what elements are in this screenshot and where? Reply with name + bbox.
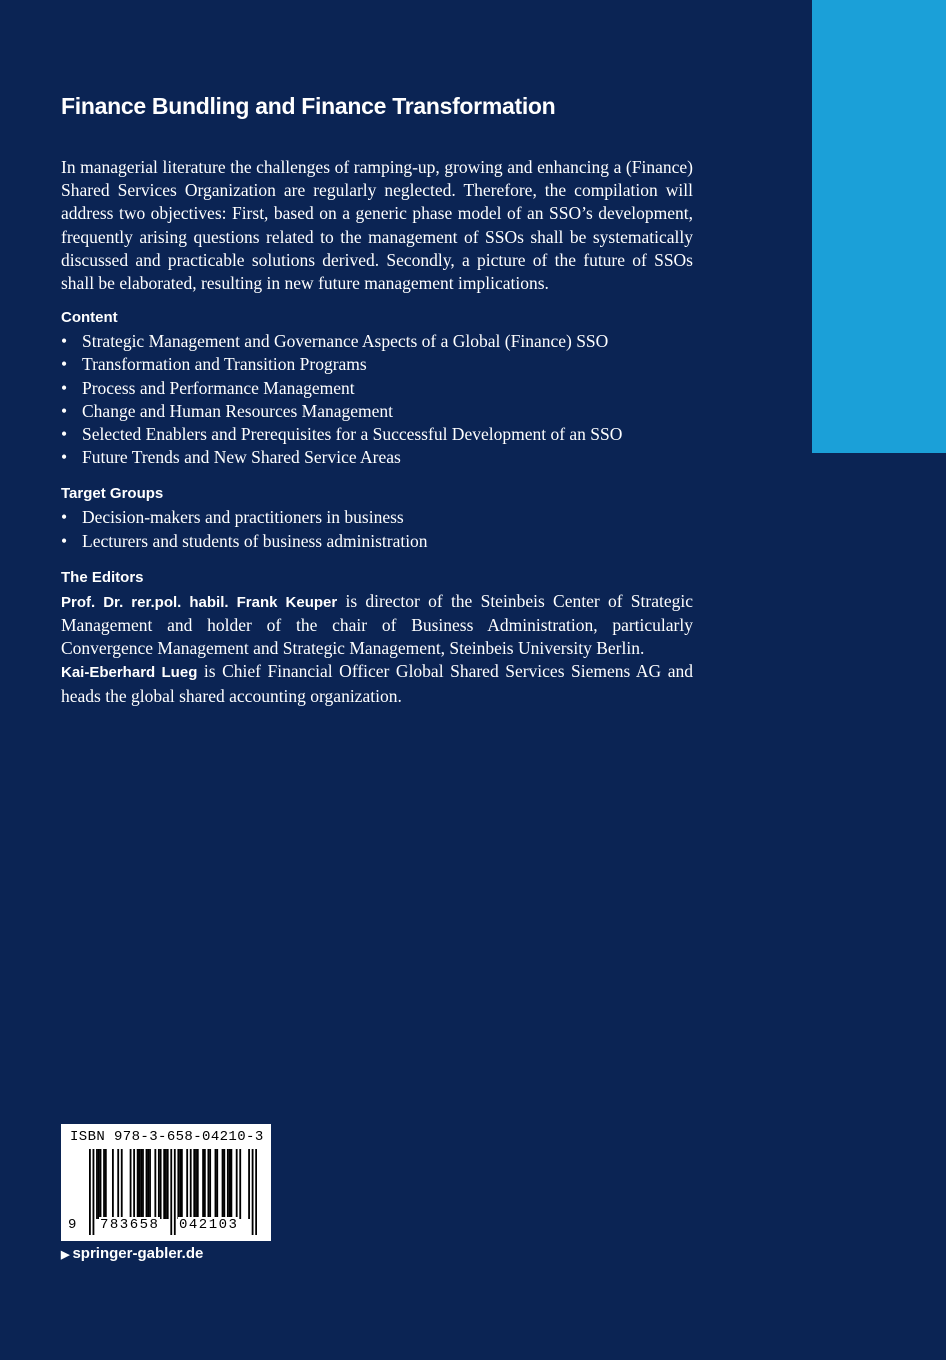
barcode-bar [147,1149,149,1219]
barcode-bar [209,1149,211,1219]
publisher-website[interactable]: ▶ springer-gabler.de [61,1245,204,1262]
intro-paragraph: In managerial literature the challenges of ramping-up, growing and enhancing a (Finance) Shared Services Organization are regularly neglected. Therefore, the compilation will address two objectives: First, based on a generic phase model of an SSO’s development, frequently arising questions related to the management of SSOs shall be systematically discussed and practicable solutions derived. Secondly, a picture of the future of SSOs shall be elaborated, resulting in new future management implications. [61,157,693,294]
ean-first-digit: 9 [68,1217,77,1233]
bullet-icon: • [61,331,68,352]
barcode-bar [248,1149,250,1219]
barcode-bar [96,1149,98,1219]
barcode-bar [174,1149,176,1235]
target-groups-heading: Target Groups [61,485,164,503]
barcode-bar [229,1149,231,1219]
list-item: • Future Trends and New Shared Service Areas [61,446,693,469]
barcode-bar [98,1149,100,1219]
barcode-bar [186,1149,188,1219]
content-list [61,330,693,469]
barcode-bar [105,1149,107,1219]
barcode-bar [130,1149,132,1219]
barcode-bar [142,1149,144,1219]
barcode-bar [207,1149,209,1219]
isbn-barcode [61,1124,271,1241]
barcode-bar [103,1149,105,1219]
book-title: Finance Bundling and Finance Transformation [61,93,556,119]
barcode-bar [149,1149,151,1219]
barcode-bar [140,1149,142,1219]
barcode-bar [177,1149,179,1219]
list-item: • Strategic Management and Governance Aspects of a Global (Finance) SSO [61,330,693,353]
barcode-bar [181,1149,183,1219]
barcode-bar [167,1149,169,1219]
barcode-bar [193,1149,195,1219]
bullet-icon: • [61,530,68,551]
isbn-label: ISBN 978-3-658-04210-3 [70,1129,264,1145]
barcode-bar [163,1149,165,1219]
barcode-bar [154,1149,156,1219]
barcode-bar [215,1149,217,1219]
barcode-bar [170,1149,172,1235]
editors-heading: The Editors [61,568,144,586]
bullet-icon: • [61,424,68,445]
barcode-bar [89,1149,91,1235]
barcode-bar [252,1149,254,1235]
barcode-bar [230,1149,232,1219]
barcode-bar [179,1149,181,1219]
ean-left-digits: 783658 [100,1217,160,1233]
barcode-bar [117,1149,119,1219]
content-heading: Content [61,309,118,327]
barcode-bar [112,1149,114,1219]
list-item: • Transformation and Transition Programs [61,353,693,376]
editor-name: Kai-Eberhard Lueg [61,664,198,682]
barcode-bar [255,1149,257,1235]
barcode-bar [100,1149,102,1219]
barcode-bar [146,1149,148,1219]
editor-name: Prof. Dr. rer.pol. habil. Frank Keuper [61,593,338,611]
barcode-bar [190,1149,192,1219]
list-item: • Decision-makers and practitioners in business [61,506,693,529]
barcode-bar [227,1149,229,1219]
list-item: • Change and Human Resources Management [61,400,693,423]
barcode-bar [223,1149,225,1219]
barcode-bar [222,1149,224,1219]
barcode-bar [239,1149,241,1219]
list-item: • Lecturers and students of business administration [61,530,693,553]
barcode-bar [202,1149,204,1219]
back-cover-text [61,92,693,708]
bullet-icon: • [61,447,68,468]
barcode-bar [137,1149,139,1219]
arrow-right-icon: ▶ [61,1249,70,1261]
barcode-bar [139,1149,141,1219]
bullet-icon: • [61,354,68,375]
accent-stripe [812,0,946,453]
list-item: • Selected Enablers and Prerequisites for a Successful Development of an SSO [61,423,693,446]
editor-bio: Prof. Dr. rer.pol. habil. Frank Keuper is director of the Steinbeis Center of Strategic Management and holder of the chair of Business Administration, particularly Convergence Management and Strategic Management, Steinbeis University Berlin. [61,590,693,659]
bullet-icon: • [61,377,68,398]
editor-bio: Kai-Eberhard Lueg is Chief Financial Officer Global Shared Services Siemens AG and heads the global shared accounting organization. [61,661,694,706]
barcode-bar [133,1149,135,1219]
bullet-icon: • [61,400,68,421]
barcode-bar [195,1149,197,1219]
barcode-bar [216,1149,218,1219]
barcode-bar [121,1149,123,1219]
barcode-bar [236,1149,238,1219]
target-groups-list [61,506,693,552]
ean-right-digits: 042103 [179,1217,239,1233]
list-item: • Process and Performance Management [61,377,693,400]
barcode-bar [165,1149,167,1219]
barcode-bar [160,1149,162,1219]
bullet-icon: • [61,507,68,528]
barcode-bar [197,1149,199,1219]
barcode-bar [93,1149,95,1235]
barcode-bar [204,1149,206,1219]
barcode-bar [158,1149,160,1219]
